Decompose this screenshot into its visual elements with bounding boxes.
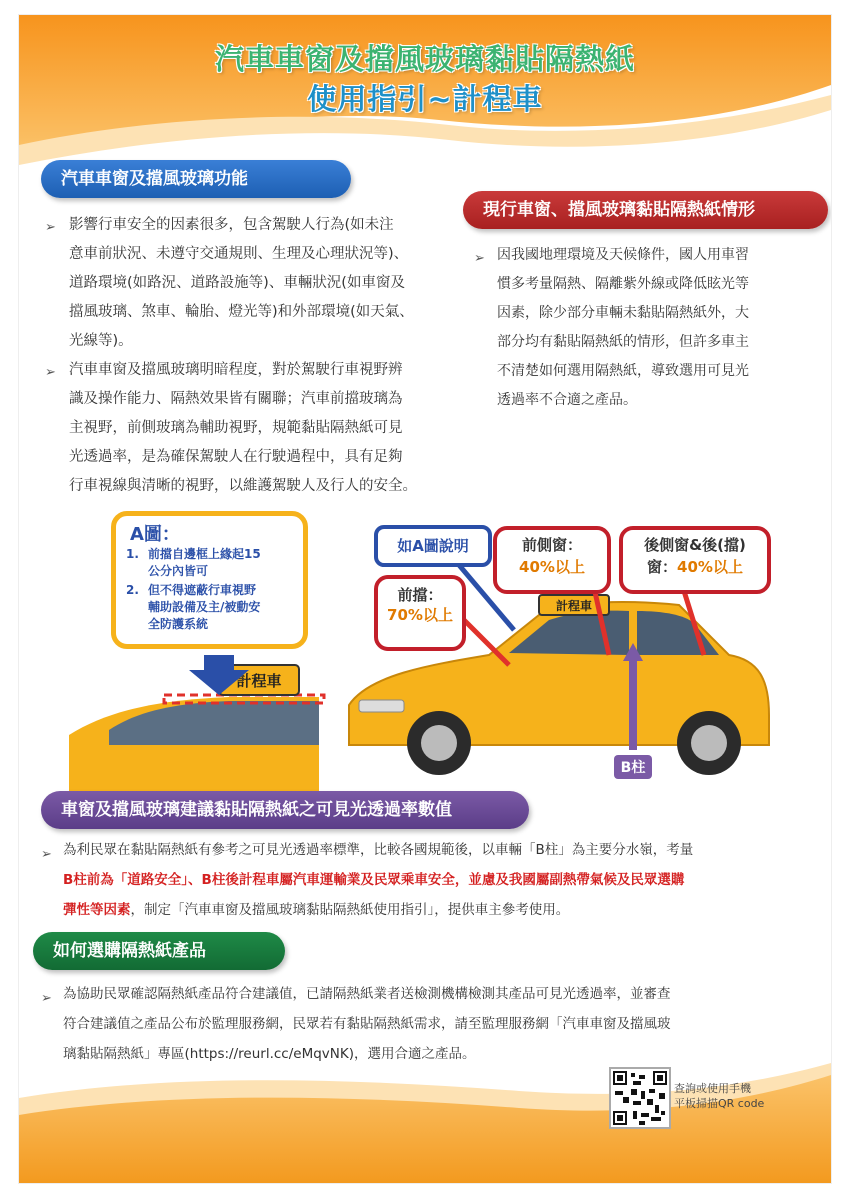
document-page xyxy=(18,14,832,1184)
figure-a-title: A圖： xyxy=(130,524,180,545)
taxi-sign-large: 計程車 xyxy=(555,599,593,613)
front-side-value: 40%以上 xyxy=(519,558,585,576)
figure-a-callout xyxy=(111,511,308,649)
text-line: 因我國地理環境及天候條件，國人用車習 xyxy=(497,247,749,263)
section-heading-recommended-values: 車窗及擋風玻璃建議黏貼隔熱紙之可見光透過率數值 xyxy=(41,791,529,829)
section-heading-functions: 汽車車窗及擋風玻璃功能 xyxy=(41,160,351,198)
front-value: 70%以上 xyxy=(387,606,453,624)
text-line: 但不得遮蔽行車視野 xyxy=(148,583,257,597)
bullet-arrow-icon: ➢ xyxy=(474,251,485,266)
windshield-closeup xyxy=(69,655,324,795)
qr-note-line1: 查詢或使用手機 xyxy=(674,1082,751,1095)
text-line: 汽車車窗及擋風玻璃明暗程度，對於駕駛行車視野辨 xyxy=(69,362,403,378)
page-title-line2: 使用指引~計程車 xyxy=(307,82,543,116)
bullet-arrow-icon: ➢ xyxy=(41,847,52,862)
text-line: 影響行車安全的因素很多，包含駕駛人行為(如未注 xyxy=(69,217,394,233)
taxi-sign-small: 計程車 xyxy=(236,672,282,690)
qr-note xyxy=(674,1081,764,1111)
text-line: ，制定「汽車車窗及擋風玻璃黏貼隔熱紙使用指引」，提供車主參考使用。 xyxy=(130,902,570,918)
text-line: 慣多考量隔熱、隔離紫外線或降低眩光等 xyxy=(497,276,749,292)
text-line: 光透過率，是為確保駕駛人在行駛過程中，具有足夠 xyxy=(69,449,403,465)
text-line: 全防護系統 xyxy=(148,617,209,631)
text-line: 因素，除少部分車輛未黏貼隔熱紙外，大 xyxy=(497,305,749,321)
text-line: 為利民眾在黏貼隔熱紙有參考之可見光透過率標準，比較各國規範後，以車輛「B柱」為主要分水嶺，考量 xyxy=(63,842,694,858)
text-line: 公分內皆可 xyxy=(148,564,209,578)
front-label: 前擋： xyxy=(397,586,443,604)
text-line-highlight: B柱前為「道路安全」、B柱後計程車屬汽車運輸業及民眾乘車安全，並慮及我國屬副熱帶氣候及民眾選購 xyxy=(63,872,685,888)
text-line: 不清楚如何選用隔熱紙，導致選用可見光 xyxy=(497,363,749,379)
section-heading-current-status: 現行車窗、擋風玻璃黏貼隔熱紙情形 xyxy=(463,191,828,229)
text-line: 道路環境(如路況、道路設施等)、車輛狀況(如車窗及 xyxy=(69,275,405,291)
rear-label-line1: 後側窗&後(擋) xyxy=(644,536,746,554)
rear-value: 40%以上 xyxy=(677,558,743,576)
qr-note-line2: 平板掃描QR code xyxy=(674,1097,765,1110)
text-line: 主視野，前側玻璃為輔助視野，規範黏貼隔熱紙可見 xyxy=(69,420,403,436)
text-highlight: 彈性等因素 xyxy=(63,902,131,918)
text-line: 意車前狀況、未遵守交通規則、生理及心理狀況等)、 xyxy=(69,246,409,262)
bullet-arrow-icon: ➢ xyxy=(41,991,52,1006)
text-line: 為協助民眾確認隔熱紙產品符合建議值，已請隔熱紙業者送檢測機構檢測其產品可見光透過率，並審查 xyxy=(63,986,671,1002)
section2-paragraph xyxy=(497,241,827,415)
text-line: 擋風玻璃、煞車、輪胎、燈光等)和外部環境(如天氣、 xyxy=(69,304,414,320)
text-line: 輔助設備及主/被動安 xyxy=(148,600,261,614)
item-number: 1. xyxy=(126,547,139,561)
qr-code-icon[interactable] xyxy=(609,1067,671,1129)
text-line: 識及操作能力、隔熱效果皆有關聯；汽車前擋玻璃為 xyxy=(69,391,403,407)
bullet-arrow-icon: ➢ xyxy=(45,365,56,380)
footer-wave-background xyxy=(19,1053,831,1183)
see-figure-a-callout: 如A圖說明 xyxy=(374,525,492,567)
section-heading-how-to-buy: 如何選購隔熱紙產品 xyxy=(33,932,285,970)
front-side-label: 前側窗： xyxy=(521,536,582,554)
section1-paragraph xyxy=(69,211,449,356)
section3-paragraph xyxy=(63,835,823,925)
front-windshield-callout xyxy=(374,575,466,651)
bullet-arrow-icon: ➢ xyxy=(45,220,56,235)
text-line: 透過率不合適之產品。 xyxy=(497,392,637,408)
b-pillar-label: B柱 xyxy=(620,760,646,776)
text-line: 部分均有黏貼隔熱紙的情形，但許多車主 xyxy=(497,334,749,350)
text-line: 符合建議值之產品公布於監理服務網，民眾若有黏貼隔熱紙需求，請至監理服務網「汽車車窗及擋風玻 xyxy=(63,1016,671,1032)
text-line: 光線等)。 xyxy=(69,333,133,349)
item-number: 2. xyxy=(126,583,139,597)
section1-paragraph xyxy=(69,356,449,501)
front-side-window-callout xyxy=(493,526,611,594)
text-line: 行車視線與清晰的視野，以維護駕駛人及行人的安全。 xyxy=(69,478,417,494)
rear-label-line2: 窗： xyxy=(647,558,678,576)
text-line: 璃黏貼隔熱紙」專區(https://reurl.cc/eMqvNK)，選用合適之產品。 xyxy=(63,1046,476,1062)
figure-a-notes xyxy=(126,546,301,633)
page-title-line1: 汽車車窗及擋風玻璃黏貼隔熱紙 xyxy=(214,42,635,76)
text-line: 前擋自邊框上緣起15 xyxy=(148,547,261,561)
rear-window-callout xyxy=(619,526,771,594)
